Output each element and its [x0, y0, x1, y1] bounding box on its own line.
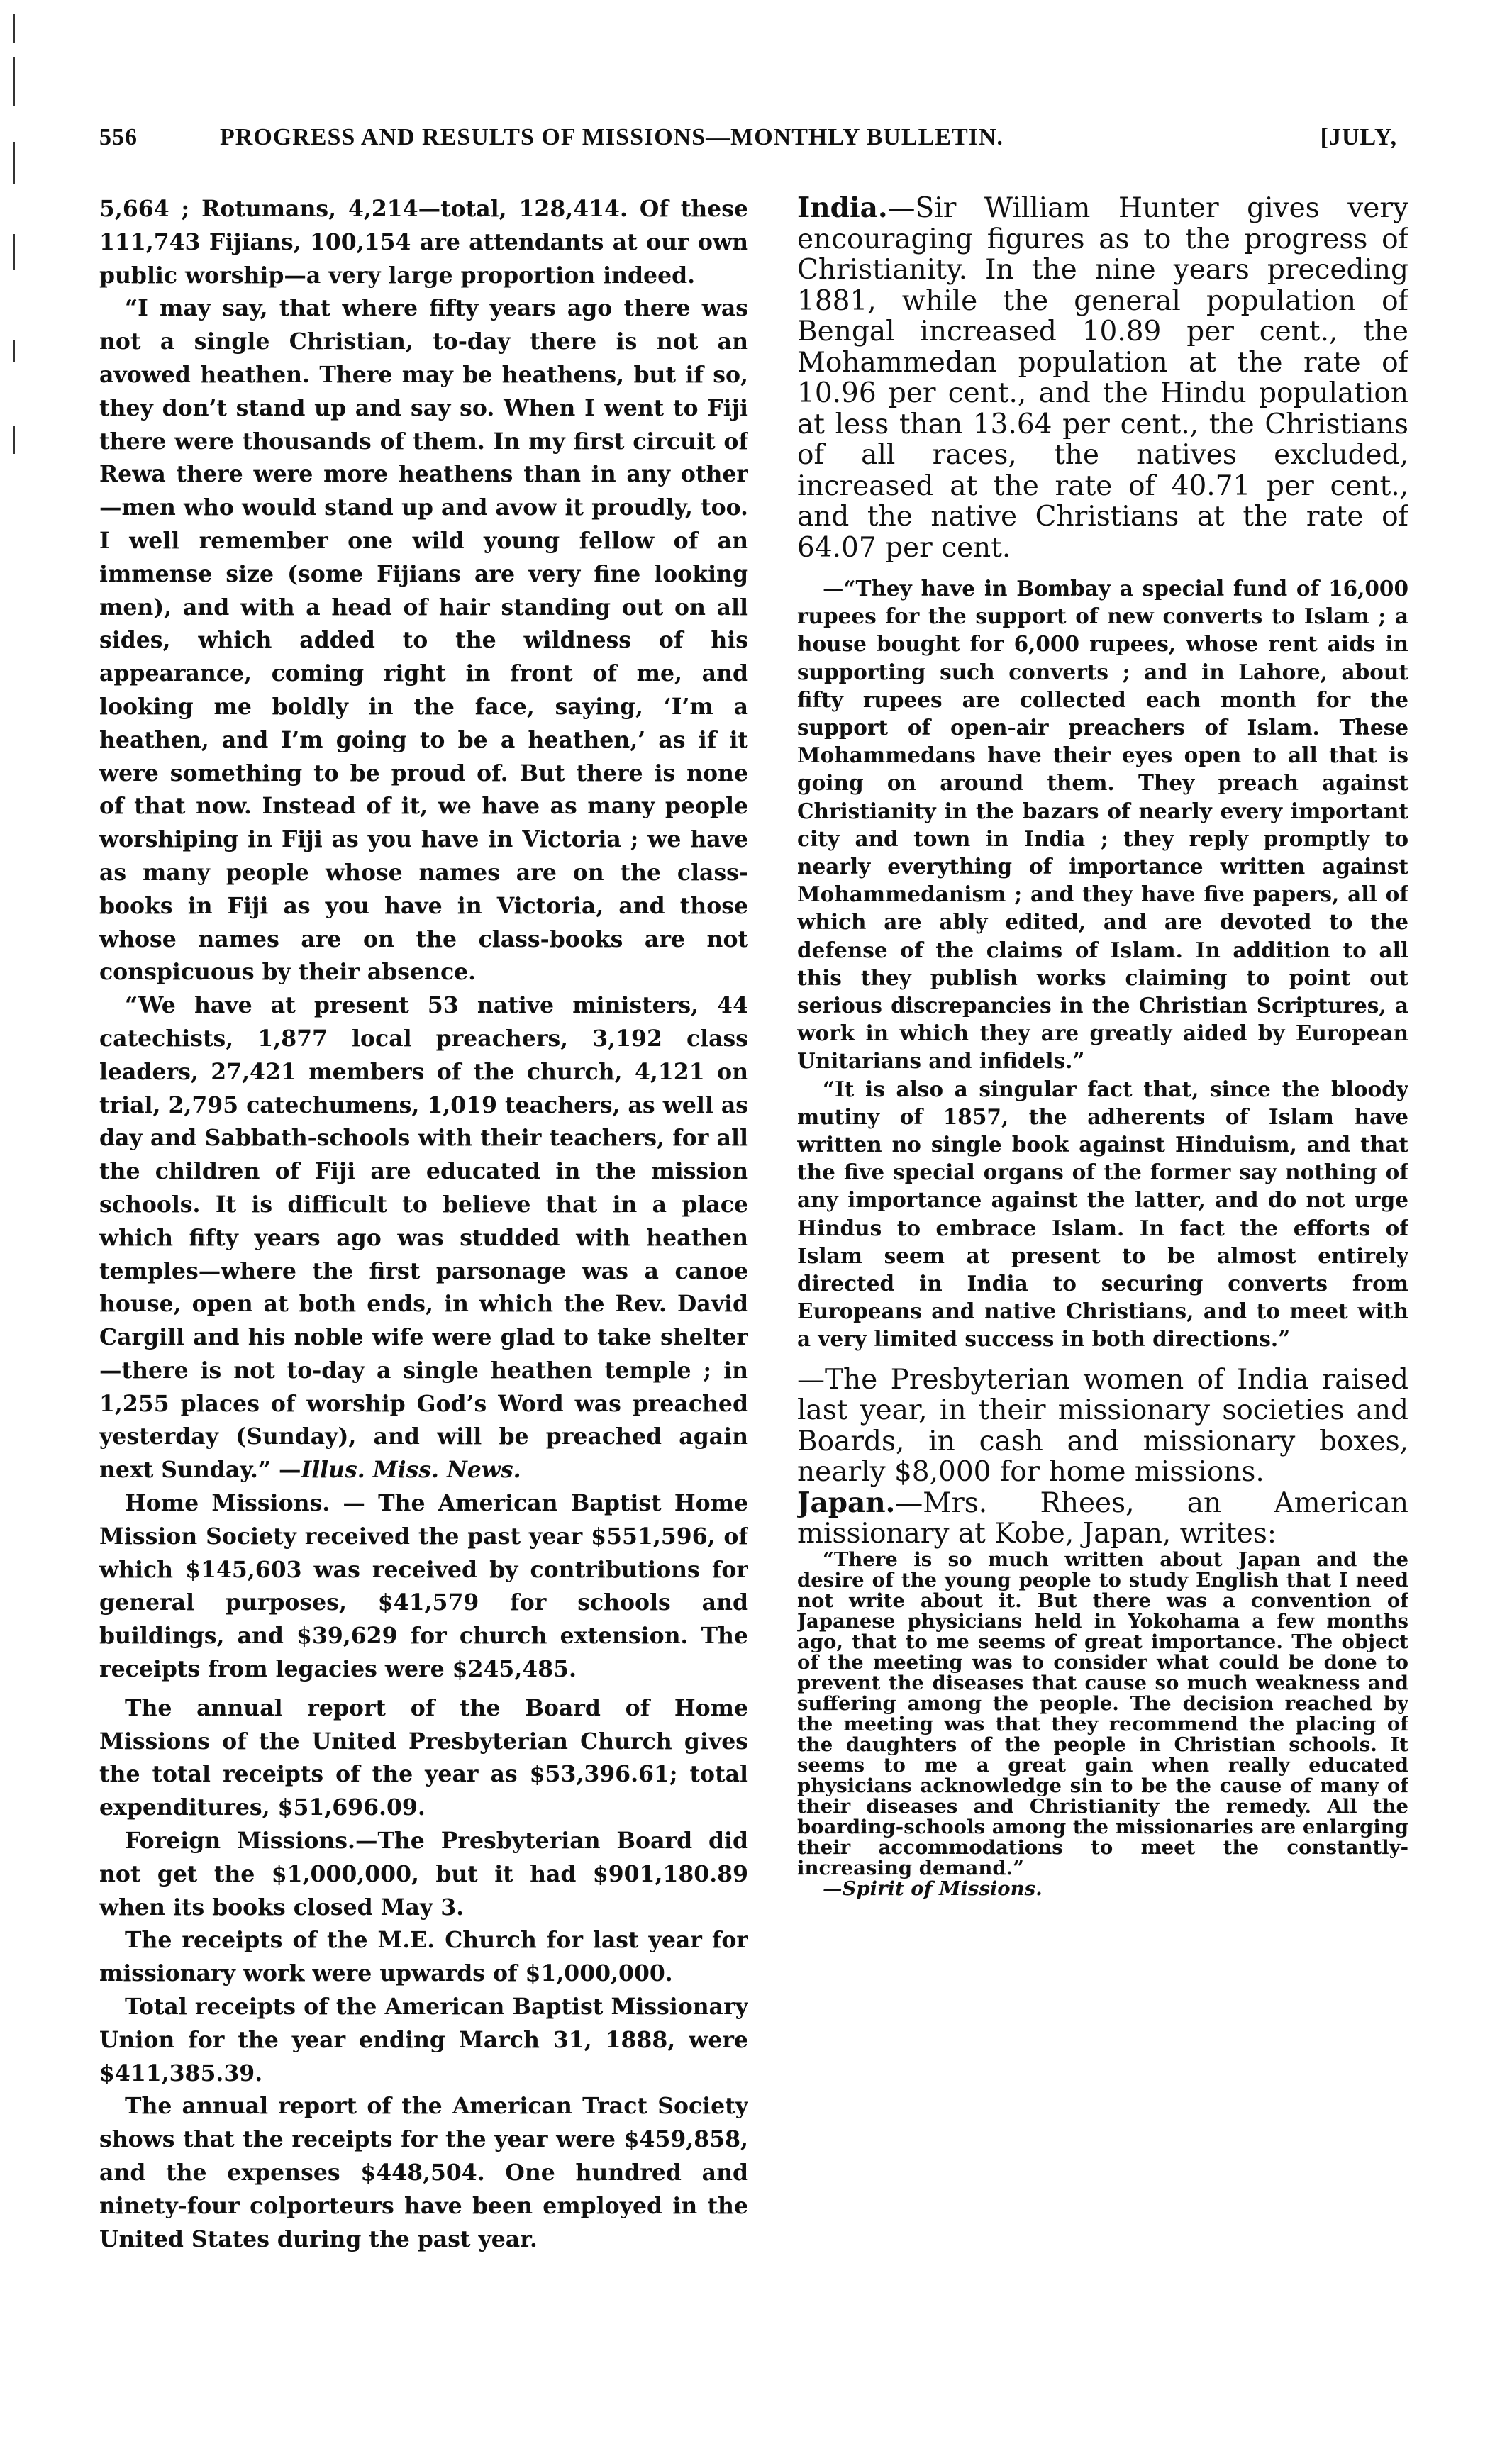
- fiji-heathen-paragraph: “I may say, that where fifty years ago there was not a single Christian, to-day there is not an avowed heathen. There may be heathens, but if so, they don’t stand up and say so. When I went to Fiji there were thousands of them. In my first circuit of Rewa there were more heathens than in any other—men who would stand up and avow it proudly, too. I well remember one wild young fellow of an immense size (some Fijians are very fine looking men), and with a head of hair standing out on all sides, which added to the wildness of his appearance, coming right in front of me, and looking me boldly in the face, saying, ‘I’m a heathen, and I’m going to be a heathen,’ as if it were something to be proud of. But there is none of that now. Instead of it, we have as many people worshiping in Fiji as you have in Victoria ; we have as many people whose names are on the class-books in Fiji as you have in Victoria, and those whose names are on the class-books are not conspicuous by their absence.: [99, 295, 748, 986]
- spacer: [797, 1353, 1408, 1365]
- india-text: —Sir William Hunter gives very encouraging figures as to the progress of Christianity. In the nine years preceding 1881, while the general population of Bengal increased 10.89 per cent., the Mohammedan population at the rate of 10.96 per cent., and the Hindu population at less than 13.64 per cent., the Christians of all races, the natives excluded, increased at the rate of 40.71 per cent., and the native Christians at the rate of 64.07 per cent.: [797, 193, 1408, 564]
- japan-source: —Spirit of Missions.: [823, 1877, 1043, 1900]
- bombay-paragraph: —“They have in Bombay a special fund of 16,000 rupees for the support of new converts to Islam ; a house bought for 6,000 rupees, whose rent aids in supporting such converts ; and in Lahore, about fifty rupees are collected each month for the support of open-air preachers of Islam. These Mohammedans have their eyes open to all that is going on around them. They preach against Christianity in the bazars of nearly every important city and town in India ; they reply promptly to nearly everything of importance written against Mohammedanism ; and they have five papers, all of which are ably edited, and are devoted to the defense of the claims of Islam. In addition to all this they publish works claiming to point out serious discrepancies in the Christian Scriptures, a work in which they are greatly aided by European Unitarians and infidels.”: [797, 576, 1408, 1074]
- fiji-stats-paragraph: 5,664 ; Rotumans, 4,214—total, 128,414. Of these 111,743 Fijians, 100,154 are attendants at our own public worship—a very large proportion indeed.: [99, 196, 748, 289]
- india-heading: India.: [797, 193, 888, 224]
- presbyterian-women: [797, 1365, 1408, 1550]
- india-paragraph: [797, 193, 1408, 563]
- presbyterian-home-paragraph: The annual report of the Board of Home Missions of the United Presbyterian Church gives the total receipts of the year as $53,396.61; total expenditures, $51,696.09.: [99, 1694, 748, 1821]
- baptist-union-paragraph: Total receipts of the American Baptist Missionary Union for the year ending March 31, 1888, were $411,385.39.: [99, 1994, 748, 2087]
- home-missions-paragraph: [99, 1487, 748, 1687]
- islam-quote: [797, 574, 1408, 1353]
- foreign-missions-paragraph: Foreign Missions.—The Presbyterian Board did not get the $1,000,000, but it had $901,180.89 when its books closed May 3.: [99, 1828, 748, 1921]
- japan-heading: Japan.: [797, 1486, 896, 1519]
- india-intro: [797, 193, 1408, 563]
- spacer: [99, 1687, 748, 1692]
- japan-intro-text: —Mrs. Rhees, an American missionary at Kobe, Japan, writes:: [797, 1487, 1408, 1550]
- home-missions-heading: Home Missions.: [125, 1490, 330, 1517]
- japan-quote: [797, 1547, 1408, 1900]
- home-missions-text: — The American Baptist Home Mission Society received the past year $551,596, of which $145,603 was received by contributions for general purposes, $41,579 for schools and buildings, and $39,629 for church extension. The receipts from legacies were $245,485.: [99, 1490, 748, 1683]
- page-number: 556: [99, 124, 138, 150]
- presbyterian-women-paragraph: —The Presbyterian women of India raised last year, in their missionary societies and Boards, in cash and missionary boxes, nearly $8,000 for home missions.: [797, 1363, 1408, 1489]
- spacer: [797, 563, 1408, 574]
- mutiny-paragraph: “It is also a singular fact that, since the bloody mutiny of 1857, the adherents of Islam have written no single book against Hinduism, and that the five special organs of the former say nothing of any importance against the latter, and do not urge Hindus to embrace Islam. In fact the efforts of Islam seem at present to be almost entirely directed in India to securing converts from Europeans and native Christians, and to meet with a very limited success in both directions.”: [797, 1076, 1408, 1352]
- running-title: PROGRESS AND RESULTS OF MISSIONS—MONTHLY BULLETIN.: [220, 124, 1004, 150]
- fiji-ministers-paragraph: [99, 989, 748, 1487]
- fiji-ministers-text: “We have at present 53 native ministers, 44 catechists, 1,877 local preachers, 3,192 class leaders, 27,421 members of the church, 4,121 on trial, 2,795 catechumens, 1,019 teachers, as well as day and Sabbath-schools with their teachers, for all the children of Fiji are educated in the mission schools. It is difficult to believe that in a place which fifty years ago was studded with heathen temples—where the first parsonage was a canoe house, open at both ends, in which the Rev. David Cargill and his noble wife were glad to take shelter—there is not to-day a single heathen temple ; in 1,255 places of worship God’s Word was preached yesterday (Sunday), and will be preached again next Sunday.” —: [99, 992, 748, 1484]
- fiji-source: Illus. Miss. News.: [301, 1457, 521, 1484]
- left-column: [99, 193, 748, 2349]
- scan-edge-marks: [0, 0, 28, 553]
- issue-month: [JULY,: [1320, 124, 1397, 150]
- tract-society-paragraph: The annual report of the American Tract Society shows that the receipts for the year were $459,858, and the expenses $448,504. One hundred and ninety-four colporteurs have been employed in the United States during the past year.: [99, 2093, 748, 2252]
- japan-paragraph: [797, 1488, 1408, 1550]
- methodist-receipts-paragraph: The receipts of the M.E. Church for last year for missionary work were upwards of $1,000,000.: [99, 1927, 748, 1987]
- right-column: [797, 193, 1408, 2349]
- left-column-body: [99, 193, 748, 2256]
- japan-letter-paragraph: “There is so much written about Japan and the desire of the young people to study English that I need not write about it. But there was a convention of Japanese physicians held in Yokohama a few months ago, that to me seems of great importance. The object of the meeting was to consider what could be done to prevent the diseases that cause so much weakness and suffering among the people. The decision reached by the meeting was that they recommend the placing of the daughters of the people in Christian schools. It seems to me a great gain when really educated physicians acknowledge sin to be the cause of many of their diseases and Christianity the remedy. All the boarding-schools among the missionaries are enlarging their accommodations to meet the constantly-increasing demand.”: [797, 1547, 1408, 1879]
- page-header: [99, 124, 1397, 167]
